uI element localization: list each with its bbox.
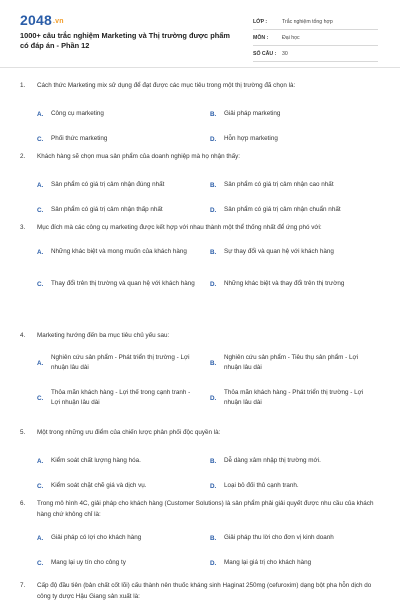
info-row-count [253, 46, 378, 62]
option-text: Những khác biệt và thay đổi trên thị trường [224, 280, 345, 287]
option-letter: D. [210, 394, 217, 402]
question-2 [20, 151, 382, 221]
options [37, 526, 382, 574]
option-letter: B. [210, 457, 217, 465]
option-c[interactable] [37, 552, 210, 574]
option-letter: A. [37, 248, 44, 256]
question-5 [20, 427, 382, 497]
option-a[interactable] [37, 449, 210, 473]
option-letter: D. [210, 135, 217, 143]
option-letter: A. [37, 359, 44, 367]
option-row [37, 449, 382, 473]
question-number: 5. [20, 429, 26, 436]
logo-text: 2048 [20, 12, 52, 28]
question-1 [20, 80, 382, 150]
option-text: Loại bỏ đối thủ cạnh tranh. [224, 482, 299, 489]
option-text: Hỗn hợp marketing [224, 135, 278, 142]
question-text [20, 151, 382, 162]
question-text [20, 330, 382, 341]
option-b[interactable] [210, 102, 382, 126]
option-c[interactable] [37, 385, 210, 411]
option-letter: A. [37, 457, 44, 465]
option-row [37, 526, 382, 550]
info-row-subject [253, 30, 378, 46]
question-number: 2. [20, 153, 26, 160]
option-a[interactable] [37, 102, 210, 126]
question-number: 1. [20, 82, 26, 89]
option-text: Phối thức marketing [51, 135, 108, 142]
question-number: 3. [20, 224, 26, 231]
option-letter: B. [210, 181, 217, 189]
question-text [20, 427, 382, 438]
question-body: Cách thức Marketing mix sử dụng để đạt được các mục tiêu trong một thị trường đã chọn là: [37, 82, 296, 89]
question-text [20, 498, 382, 520]
option-letter: A. [37, 181, 44, 189]
option-row [37, 385, 382, 411]
option-d[interactable] [210, 128, 382, 150]
info-value: Đại học [282, 34, 300, 41]
option-text: Thỏa mãn khách hàng - Lợi thế trong cạnh tranh - Lợi nhuận lâu dài [51, 389, 191, 406]
options [37, 449, 382, 497]
option-row [37, 199, 382, 221]
info-row-class [253, 14, 378, 30]
option-d[interactable] [210, 552, 382, 574]
question-body: Khách hàng sẽ chọn mua sản phẩm của doanh nghiệp mà họ nhận thấy: [37, 153, 241, 160]
option-letter: A. [37, 534, 44, 542]
option-letter: B. [210, 110, 217, 118]
option-text: Sản phẩm có giá trị cảm nhận thấp nhất [51, 206, 163, 213]
info-table [253, 14, 378, 62]
question-number: 4. [20, 332, 26, 339]
question-text [20, 580, 382, 600]
option-text: Sự thay đổi và quan hệ với khách hàng [224, 248, 334, 255]
question-body: Mục đích mà các công cụ marketing được kết hợp với nhau thành một thể thống nhất để ứng phó với: [37, 224, 322, 231]
option-letter: C. [37, 206, 44, 214]
option-letter: C. [37, 482, 44, 490]
site-logo[interactable] [20, 12, 64, 28]
question-7 [20, 580, 382, 600]
option-text: Giải pháp có lợi cho khách hàng [51, 534, 142, 541]
question-body: Trong mô hình 4C, giải pháp cho khách hàng (Customer Solutions) là sản phẩm phải giải quyết được nhu cầu của khách hàng chứ không chỉ là: [37, 500, 374, 518]
option-text: Giải pháp thu lời cho đơn vị kinh doanh [224, 534, 334, 541]
question-text [20, 80, 382, 91]
info-label: LỚP : [253, 18, 268, 25]
option-text: Mang lại uy tín cho công ty [51, 559, 126, 566]
option-c[interactable] [37, 199, 210, 221]
option-d[interactable] [210, 271, 382, 297]
option-b[interactable] [210, 449, 382, 473]
question-body: Marketing hướng đến ba mục tiêu chủ yếu sau: [37, 332, 170, 339]
option-letter: B. [210, 359, 217, 367]
option-a[interactable] [37, 526, 210, 550]
option-a[interactable] [37, 350, 210, 376]
question-4 [20, 330, 382, 411]
option-d[interactable] [210, 475, 382, 497]
option-text: Công cụ marketing [51, 110, 104, 117]
option-text: Thỏa mãn khách hàng - Phát triển thị trường - Lợi nhuận lâu dài [224, 389, 364, 406]
option-row [37, 102, 382, 126]
option-letter: D. [210, 280, 217, 288]
option-b[interactable] [210, 526, 382, 550]
option-row [37, 271, 382, 297]
option-c[interactable] [37, 271, 210, 297]
option-letter: C. [37, 559, 44, 567]
info-value: Trắc nghiệm tổng hợp [282, 18, 333, 25]
question-body: Một trong những ưu điểm của chiến lược phân phối độc quyền là: [37, 429, 221, 436]
options [37, 350, 382, 411]
question-body: Cấp độ đầu tiên (bản chất cốt lõi) cấu thành nên thuốc kháng sinh Haginat 250mg (cefuroxim) dạng bột pha hỗn dịch do công ty dược Hậu Giang sản xuất là: [37, 582, 372, 600]
question-text [20, 222, 382, 233]
page-title: 1000+ câu trắc nghiệm Marketing và Thị trường được phẩm có đáp án - Phần 12 [20, 31, 230, 50]
option-row [37, 552, 382, 574]
option-text: Giải pháp marketing [224, 110, 281, 117]
options [37, 173, 382, 221]
logo-suffix: .vn [52, 18, 64, 25]
option-letter: C. [37, 394, 44, 402]
option-letter: C. [37, 280, 44, 288]
option-text: Mang lại giá trị cho khách hàng [224, 559, 312, 566]
option-row [37, 475, 382, 497]
question-3 [20, 222, 382, 297]
option-d[interactable] [210, 385, 382, 411]
option-text: Nghiên cứu sản phẩm - Tiêu thụ sản phẩm - Lợi nhuận lâu dài [224, 354, 359, 371]
question-number: 7. [20, 582, 26, 589]
option-row [37, 128, 382, 150]
option-text: Sản phẩm có giá trị cảm nhận chuẩn nhất [224, 206, 341, 213]
option-text: Sản phẩm có giá trị cảm nhận đúng nhất [51, 181, 165, 188]
option-letter: D. [210, 482, 217, 490]
info-label: SỐ CÂU : [253, 50, 277, 57]
option-text: Những khác biệt và mong muốn của khách hàng [51, 248, 187, 255]
option-c[interactable] [37, 128, 210, 150]
option-letter: D. [210, 206, 217, 214]
option-text: Sản phẩm có giá trị cảm nhận cao nhất [224, 181, 334, 188]
option-row [37, 350, 382, 376]
option-letter: B. [210, 534, 217, 542]
option-c[interactable] [37, 475, 210, 497]
option-row [37, 239, 382, 265]
option-b[interactable] [210, 173, 382, 197]
info-label: MÔN : [253, 34, 269, 41]
options [37, 102, 382, 150]
option-text: Kiểm soát chất lượng hàng hóa. [51, 457, 141, 464]
option-d[interactable] [210, 199, 382, 221]
option-letter: B. [210, 248, 217, 256]
question-6 [20, 498, 382, 574]
info-value: 30 [282, 50, 288, 57]
option-letter: C. [37, 135, 44, 143]
option-text: Nghiên cứu sản phẩm - Phát triển thị trường - Lợi nhuận lâu dài [51, 354, 190, 371]
option-b[interactable] [210, 239, 382, 265]
option-text: Kiểm soát chặt chẽ giá và dịch vụ. [51, 482, 147, 489]
options [37, 239, 382, 297]
option-a[interactable] [37, 239, 210, 265]
option-text: Dễ dàng xâm nhập thị trường mới. [224, 457, 321, 464]
option-row [37, 173, 382, 197]
question-number: 6. [20, 500, 26, 507]
option-text: Thay đổi trên thị trường và quan hệ với khách hàng [51, 280, 195, 287]
option-a[interactable] [37, 173, 210, 197]
header [0, 0, 400, 66]
option-letter: D. [210, 559, 217, 567]
option-letter: A. [37, 110, 44, 118]
option-b[interactable] [210, 350, 382, 376]
header-divider [0, 67, 400, 68]
